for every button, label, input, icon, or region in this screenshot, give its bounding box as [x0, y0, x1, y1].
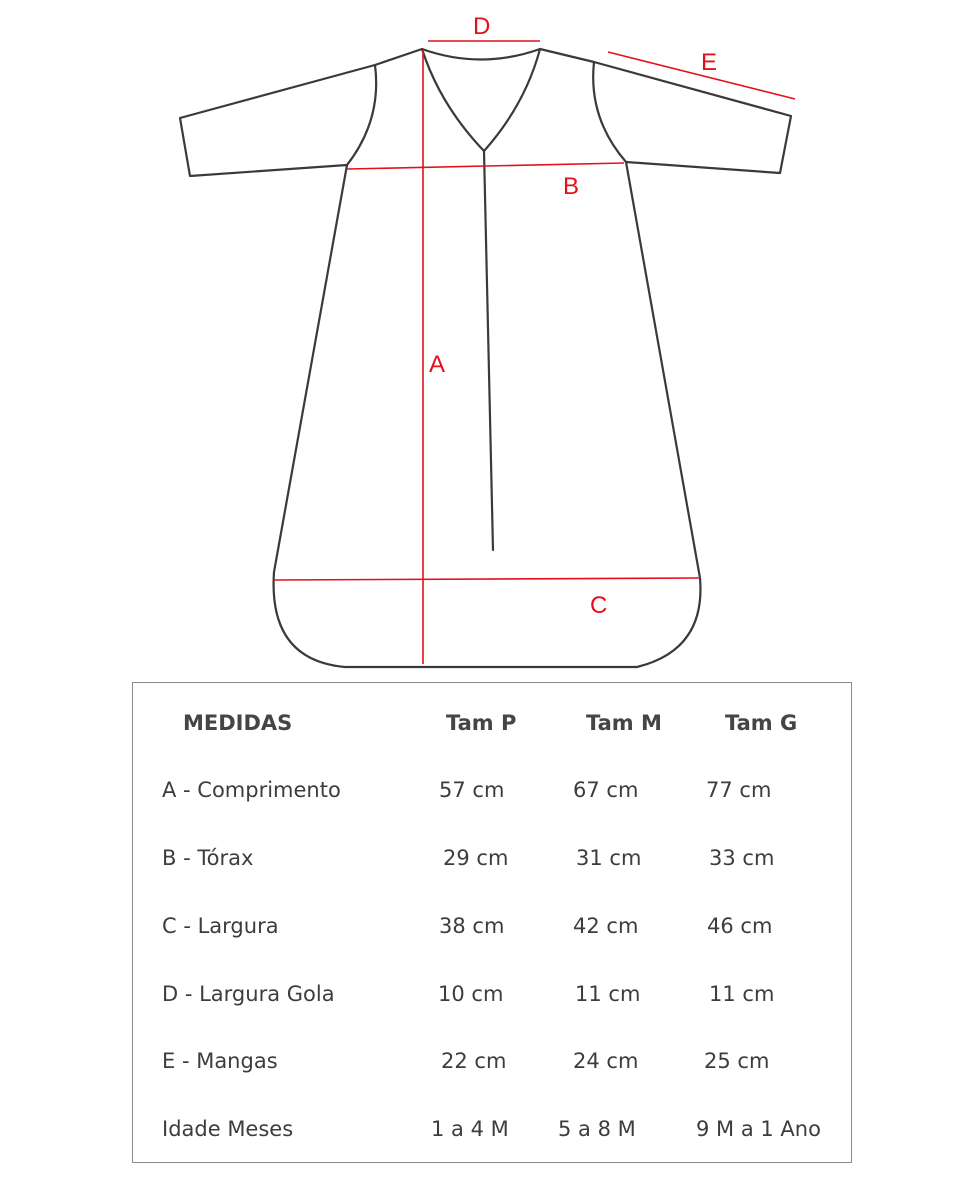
value-tam-g: 46 cm [707, 914, 773, 938]
right-shoulder-outline [540, 49, 594, 62]
value-tam-p: 29 cm [443, 846, 509, 870]
value-tam-g: 9 M a 1 Ano [696, 1117, 821, 1141]
value-tam-g: 11 cm [709, 982, 775, 1006]
value-tam-p: 10 cm [438, 982, 504, 1006]
row-label: C - Largura [162, 914, 279, 938]
value-tam-g: 25 cm [704, 1049, 770, 1073]
measure-label-a: A [429, 351, 446, 378]
size-table [132, 682, 852, 1163]
value-tam-m: 67 cm [573, 778, 639, 802]
zipper-line [484, 151, 493, 550]
row-label: A - Comprimento [162, 778, 341, 802]
value-tam-m: 24 cm [573, 1049, 639, 1073]
right-armhole-seam [593, 62, 626, 162]
left-shoulder-outline [375, 49, 422, 65]
header-medidas: MEDIDAS [183, 711, 293, 735]
measure-label-b: B [563, 173, 580, 200]
value-tam-p: 1 a 4 M [431, 1117, 509, 1141]
value-tam-g: 33 cm [709, 846, 775, 870]
row-label: D - Largura Gola [162, 982, 335, 1006]
row-label: B - Tórax [162, 846, 254, 870]
row-label: Idade Meses [162, 1117, 294, 1141]
value-tam-g: 77 cm [706, 778, 772, 802]
measure-label-c: C [590, 592, 608, 619]
header-tam-m: Tam M [586, 711, 662, 735]
header-tam-p: Tam P [446, 711, 517, 735]
value-tam-m: 11 cm [575, 982, 641, 1006]
value-tam-p: 38 cm [439, 914, 505, 938]
back-neckline [422, 49, 540, 60]
row-label: E - Mangas [162, 1049, 278, 1073]
value-tam-m: 42 cm [573, 914, 639, 938]
left-armhole-seam [347, 65, 376, 165]
measure-label-d: D [473, 13, 491, 40]
value-tam-m: 31 cm [576, 846, 642, 870]
header-tam-g: Tam G [725, 711, 798, 735]
value-tam-m: 5 a 8 M [558, 1117, 636, 1141]
value-tam-p: 57 cm [439, 778, 505, 802]
right-sleeve-outline [594, 62, 791, 173]
measure-line-c [274, 578, 700, 580]
measure-line-b [347, 163, 624, 169]
value-tam-p: 22 cm [441, 1049, 507, 1073]
measure-label-e: E [701, 49, 718, 76]
left-sleeve-outline [180, 65, 375, 176]
v-neckline [422, 49, 540, 151]
